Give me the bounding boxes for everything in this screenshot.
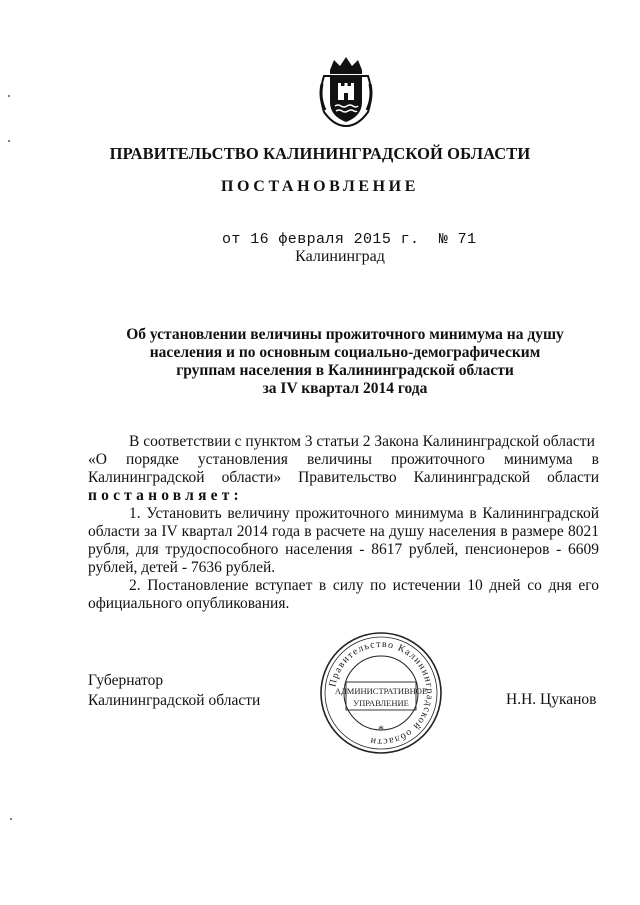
subject-line: за IV квартал 2014 года: [262, 380, 428, 397]
svg-text:УПРАВЛЕНИЕ: УПРАВЛЕНИЕ: [353, 698, 409, 708]
document-body: [88, 433, 599, 613]
government-title: ПРАВИТЕЛЬСТВО КАЛИНИНГРАДСКОЙ ОБЛАСТИ: [109, 144, 531, 163]
subject-line: группам населения в Калининградской области: [176, 362, 514, 379]
document-number: № 71: [438, 231, 477, 248]
signer-title: [88, 671, 260, 711]
svg-text:Правительство Калининградской: Правительство Калининградской области: [327, 638, 436, 748]
document-city: [0, 248, 640, 266]
subject-line: Об установлении величины прожиточного минимума на душу: [126, 326, 564, 343]
coat-of-arms-emblem: [316, 54, 376, 128]
document-date: от 16 февраля 2015 г.: [222, 231, 420, 248]
city-name: Калининград: [295, 248, 385, 265]
official-seal-stamp: [318, 630, 444, 756]
document-date-line: [222, 231, 476, 248]
body-line: рублей, детей - 7636 рублей.: [88, 559, 276, 576]
svg-text:АДМИНИСТРАТИВНОЕ: АДМИНИСТРАТИВНОЕ: [334, 686, 428, 696]
preamble-paragraph: [88, 433, 599, 505]
document-type: ПОСТАНОВЛЕНИЕ: [221, 178, 419, 195]
body-line: 1. Установить величину прожиточного минимума в Калининградской: [129, 505, 599, 522]
body-line: 2. Постановление вступает в силу по истечении 10 дней со дня его: [129, 577, 599, 594]
body-line: Калининградской области» Правительство Калининградской области: [88, 469, 599, 486]
signer-name: Н.Н. Цуканов: [506, 691, 597, 708]
scan-speck: [10, 818, 12, 820]
signer-title-line: Калининградской области: [88, 692, 261, 709]
item-2-paragraph: [88, 577, 599, 613]
document-subject: [120, 326, 570, 398]
body-line: рубля, для трудоспособного населения - 8617 рублей, пенсионеров - 6609: [88, 541, 599, 558]
body-line: «О порядке установления величины прожиточного минимума в: [88, 451, 599, 468]
signer-title-line: Губернатор: [88, 672, 164, 689]
resolves-word: постановляет:: [88, 487, 243, 504]
body-line: области за IV квартал 2014 года в расчете на душу населения в размере 8021: [88, 523, 599, 540]
scan-speck: [8, 140, 10, 142]
item-1-paragraph: [88, 505, 599, 577]
scan-speck: [8, 95, 10, 97]
svg-text:*: *: [378, 722, 384, 736]
body-line: официального опубликования.: [88, 595, 290, 612]
body-line: В соответствии с пунктом 3 статьи 2 Закона Калининградской области: [129, 433, 595, 450]
subject-line: населения и по основным социально-демографическим: [149, 344, 541, 361]
